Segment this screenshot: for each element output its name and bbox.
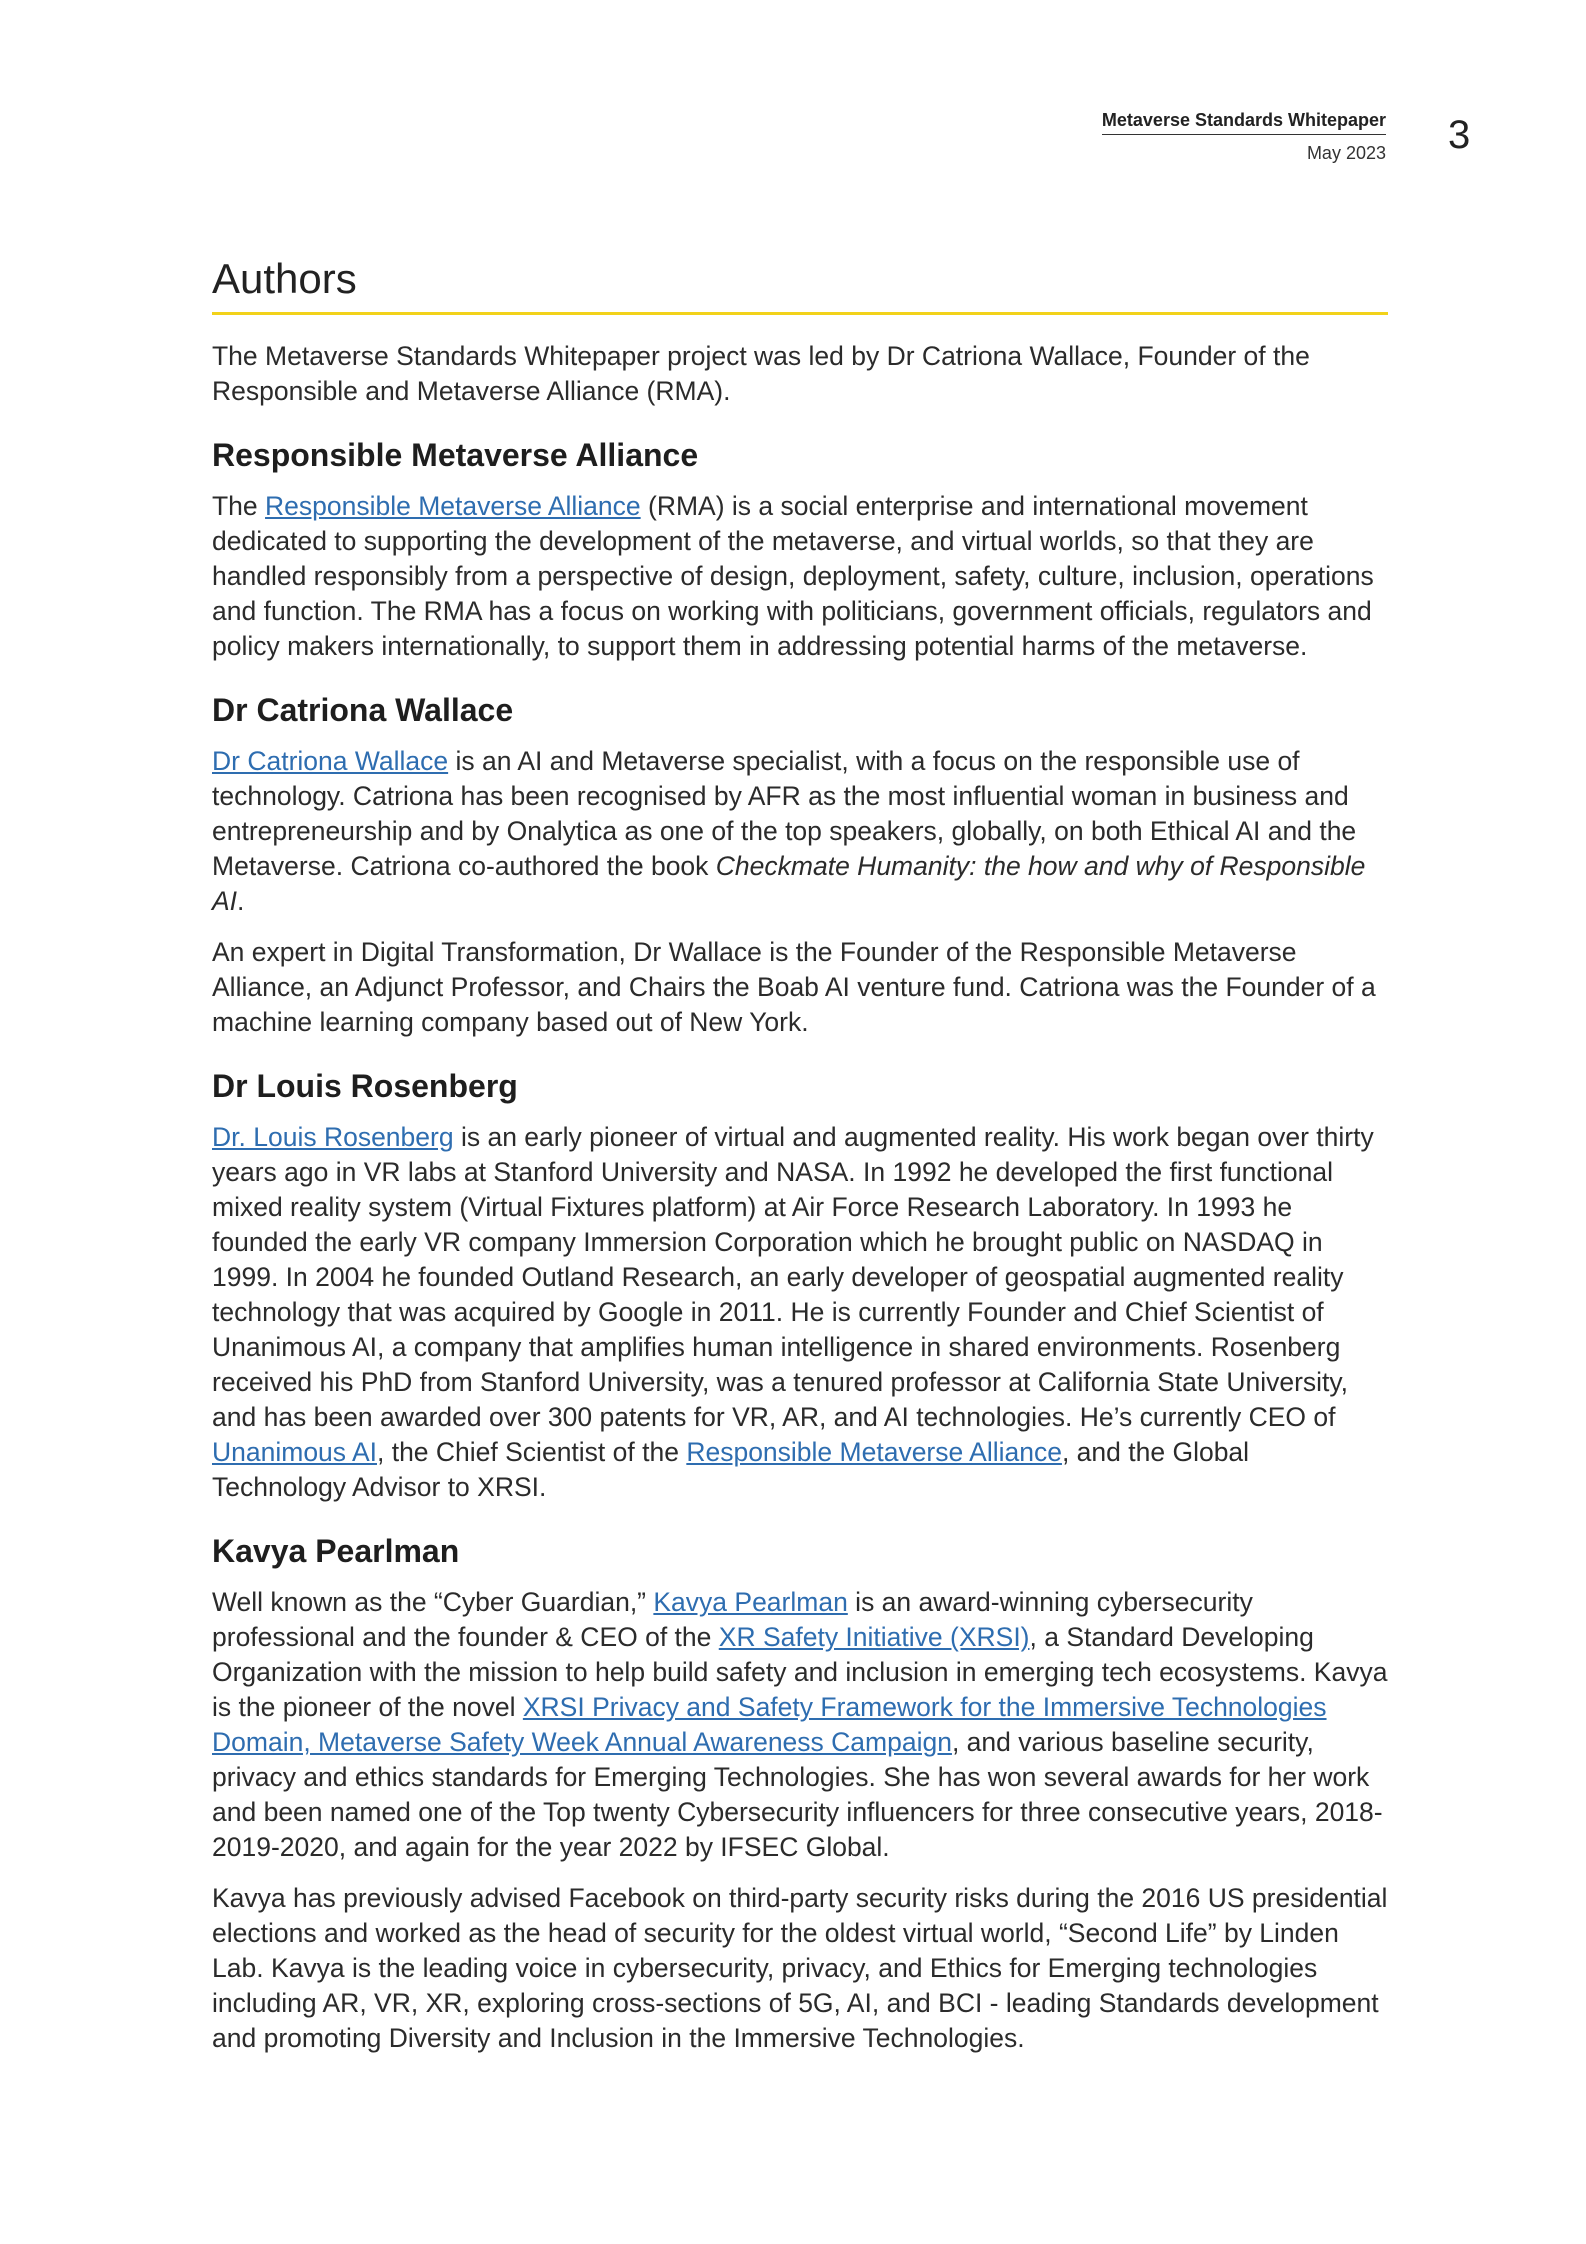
intro-paragraph: The Metaverse Standards Whitepaper project was led by Dr Catriona Wallace, Founder of the Responsible and Metaverse Alliance (RMA).: [212, 341, 1310, 407]
xrsi-framework-link[interactable]: XRSI Privacy and Safety Framework for the Immersive Technologies Domain, Metaverse Safety Week Annual Awareness Campaign: [212, 1692, 1327, 1758]
pearlman-paragraph-2: Kavya has previously advised Facebook on third-party security risks during the 2016 US presidential elections and worked as the head of security for the oldest virtual world, “Second Life” by Linden Lab. Kavya is the leading voice in cybersecurity, privacy, and Ethics for Emerging technologies including AR, VR, XR, exploring cross-sections of 5G, AI, and BCI - leading Standards development and promoting Diversity and Inclusion in the Immersive Technologies.: [212, 1883, 1388, 2054]
text-span: , a Standard Developing Organization with the mission to help build safety and inclusion in emerging tech ecosystems. Kavya is the pioneer of the novel: [212, 1622, 1388, 1723]
section-pearlman: [212, 1531, 1388, 2056]
page-title: Authors: [212, 254, 1388, 315]
rma-link[interactable]: Responsible Metaverse Alliance: [265, 491, 641, 522]
book-title: Checkmate Humanity: the how and why of Responsible AI: [212, 851, 1366, 917]
text-span: Well known as the “Cyber Guardian,”: [212, 1587, 654, 1618]
rosenberg-paragraph: [212, 1120, 1388, 1505]
text-span: is an AI and Metaverse specialist, with a focus on the responsible use of technology. Catriona has been recognised by AFR as the most influential woman in business and entrepreneurship and by Onalytica as one of the top speakers, globally, on both Ethical AI and the Metaverse. Catriona co-authored the book: [212, 746, 1357, 882]
wallace-paragraph-2: An expert in Digital Transformation, Dr Wallace is the Founder of the Responsible Metaverse Alliance, an Adjunct Professor, and Chairs the Boab AI venture fund. Catriona was the Founder of a machine learning company based out of New York.: [212, 937, 1376, 1038]
section-title-pearlman: Kavya Pearlman: [212, 1533, 460, 1570]
rma-link-2[interactable]: Responsible Metaverse Alliance: [686, 1437, 1062, 1468]
unanimous-ai-link[interactable]: Unanimous AI: [212, 1437, 377, 1468]
pearlman-link[interactable]: Kavya Pearlman: [653, 1587, 848, 1618]
text-span: is an award-winning cybersecurity professional and the founder & CEO of the: [212, 1587, 1253, 1653]
section-title-rma: Responsible Metaverse Alliance: [212, 437, 699, 474]
section-title-rosenberg: Dr Louis Rosenberg: [212, 1068, 518, 1105]
text-span: (RMA) is a social enterprise and international movement dedicated to supporting the development of the metaverse, and virtual worlds, so that they are handled responsibly from a perspective of design, deployment, safety, culture, inclusion, operations and function. The RMA has a focus on working with politicians, government officials, regulators and policy makers internationally, to support them in addressing potential harms of the metaverse.: [212, 491, 1374, 662]
pearlman-paragraph-1: [212, 1585, 1388, 1865]
running-header: [1102, 110, 1386, 164]
rma-paragraph: [212, 489, 1388, 664]
wallace-paragraph-1: [212, 744, 1388, 919]
document-date: May 2023: [1306, 143, 1386, 163]
page-number: 3: [1448, 113, 1471, 157]
document-title: Metaverse Standards Whitepaper: [1102, 110, 1386, 135]
section-rosenberg: [212, 1066, 1388, 1505]
text-span: , the Chief Scientist of the: [376, 1437, 687, 1468]
section-rma: [212, 435, 1388, 664]
xrsi-link[interactable]: XR Safety Initiative (XRSI): [718, 1622, 1030, 1653]
text-span: , and the Global Technology Advisor to XRSI.: [212, 1437, 1250, 1503]
section-wallace: [212, 690, 1388, 1040]
rosenberg-link[interactable]: Dr. Louis Rosenberg: [212, 1122, 454, 1153]
text-span: is an early pioneer of virtual and augmented reality. His work began over thirty years ago in VR labs at Stanford University and NASA. In 1992 he developed the first functional mixed reality system (Virtual Fixtures platform) at Air Force Research Laboratory. In 1993 he founded the early VR company Immersion Corporation which he brought public on NASDAQ in 1999. In 2004 he founded Outland Research, an early developer of geospatial augmented reality technology that was acquired by Google in 2011. He is currently Founder and Chief Scientist of Unanimous AI, a company that amplifies human intelligence in shared environments. Rosenberg received his PhD from Stanford University, was a tenured professor at California State University, and has been awarded over 300 patents for VR, AR, and AI technologies. He’s currently CEO of: [212, 1122, 1374, 1433]
text-span: .: [237, 886, 245, 917]
section-title-wallace: Dr Catriona Wallace: [212, 692, 514, 729]
main-content: [212, 254, 1388, 2082]
text-span: The: [212, 491, 266, 522]
text-span: , and various baseline security, privacy and ethics standards for Emerging Technologies. She has won several awards for her work and been named one of the Top twenty Cybersecurity influencers for three consecutive years, 2018-2019-2020, and again for the year 2022 by IFSEC Global.: [212, 1727, 1383, 1863]
wallace-link[interactable]: Dr Catriona Wallace: [212, 746, 449, 777]
